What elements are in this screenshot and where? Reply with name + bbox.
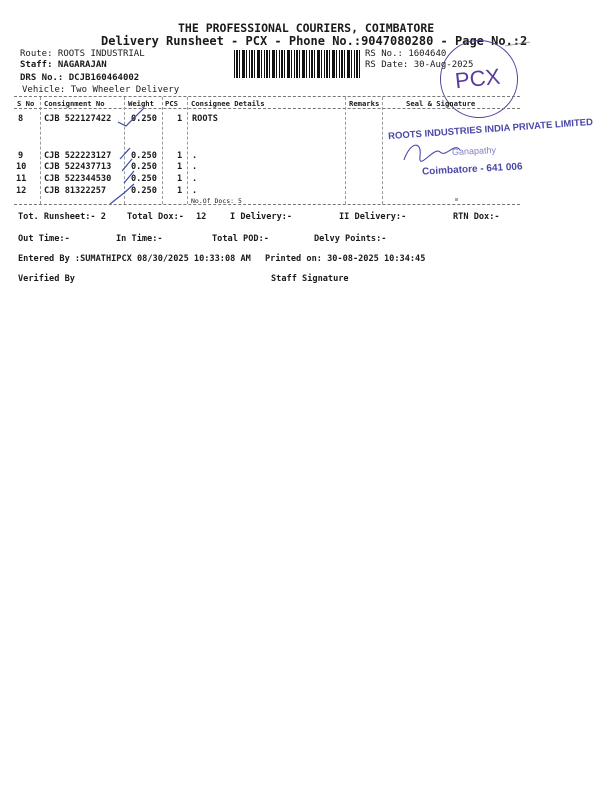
row-weight: 0.250	[131, 151, 157, 161]
row-pcs: 1	[177, 174, 183, 184]
delivery-points: Delvy Points:-	[314, 234, 387, 244]
row-pcs: 1	[177, 162, 183, 172]
row-weight: 0.250	[131, 174, 157, 184]
row-sno: 12	[16, 186, 27, 196]
dot-mark	[455, 198, 458, 201]
row-pcs: 1	[177, 151, 183, 161]
printed-on: Printed on: 30-08-2025 10:34:45	[265, 254, 426, 264]
row-consignee: .	[192, 162, 198, 172]
row-weight: 0.250	[131, 186, 157, 196]
verified-by: Verified By	[18, 274, 75, 284]
total-runsheet: Tot. Runsheet:- 2	[18, 212, 106, 222]
col-header-sno: S No	[17, 99, 35, 108]
row-consignment-no: CJB 522223127	[44, 151, 112, 161]
tick-mark	[124, 171, 134, 183]
out-time: Out Time:-	[18, 234, 70, 244]
runsheet-subtitle: Delivery Runsheet - PCX - Phone No.:9047080280 - Page No.:2	[101, 34, 528, 48]
tick-mark	[110, 184, 134, 204]
ii-delivery: II Delivery:-	[339, 212, 407, 222]
no-of-docs: No.Of Docs: 5	[191, 197, 242, 205]
col-header-consignee: Consignee Details	[191, 99, 265, 108]
col-header-consignment: Consignment No	[44, 99, 105, 108]
row-consignee: .	[192, 174, 198, 184]
pen-scribble	[505, 42, 530, 46]
row-consignee: .	[192, 186, 198, 196]
roots-stamp-line2: Ganapathy	[451, 144, 497, 158]
entered-by: Entered By :SUMATHIPCX 08/30/2025 10:33:08 AM	[18, 254, 251, 264]
tick-mark	[118, 108, 144, 126]
col-header-remarks: Remarks	[349, 99, 380, 108]
row-consignment-no: CJB 522437713	[44, 162, 112, 172]
col-header-weight: Weight	[128, 99, 154, 108]
roots-stamp-line3: Coimbatore - 641 006	[421, 161, 523, 178]
total-pod: Total POD:-	[212, 234, 269, 244]
rs-number: RS No.: 1604640	[365, 49, 447, 59]
row-sno: 8	[18, 114, 24, 124]
row-pcs: 1	[177, 186, 183, 196]
staff-label: Staff: NAGARAJAN	[20, 60, 107, 70]
col-header-seal-signature: Seal & Signature	[406, 99, 476, 108]
company-title: THE PROFESSIONAL COURIERS, COIMBATORE	[178, 21, 435, 35]
staff-signature: Staff Signature	[271, 274, 349, 284]
route-label: Route: ROOTS INDUSTRIAL	[20, 49, 145, 59]
row-consignment-no: CJB 81322257	[44, 186, 107, 196]
row-weight: 0.250	[131, 114, 157, 124]
rtn-dox: RTN Dox:-	[453, 212, 500, 222]
signature-scribble	[400, 138, 480, 168]
row-sno: 9	[18, 151, 24, 161]
i-delivery: I Delivery:-	[230, 212, 293, 222]
tick-mark	[120, 148, 130, 159]
total-dox-label: Total Dox:-	[127, 212, 184, 222]
col-header-pcs: PCS	[165, 99, 178, 108]
row-weight: 0.250	[131, 162, 157, 172]
row-consignment-no: CJB 522344530	[44, 174, 112, 184]
row-consignee: ROOTS	[192, 114, 218, 124]
rs-date: RS Date: 30-Aug-2025	[365, 60, 474, 70]
vehicle-label: Vehicle: Two Wheeler Delivery	[22, 85, 180, 95]
in-time: In Time:-	[116, 234, 163, 244]
total-dox-value: 12	[196, 212, 207, 222]
row-sno: 11	[16, 174, 27, 184]
drs-number: DRS No.: DCJB160464002	[20, 73, 140, 83]
tick-mark	[122, 159, 132, 171]
pcx-stamp-label: PCX	[453, 63, 502, 94]
roots-stamp-line1: ROOTS INDUSTRIES INDIA PRIVATE LIMITED	[387, 116, 594, 143]
row-consignment-no: CJB 522127422	[44, 114, 112, 124]
row-pcs: 1	[177, 114, 183, 124]
row-consignee: .	[192, 151, 198, 161]
row-sno: 10	[16, 162, 27, 172]
